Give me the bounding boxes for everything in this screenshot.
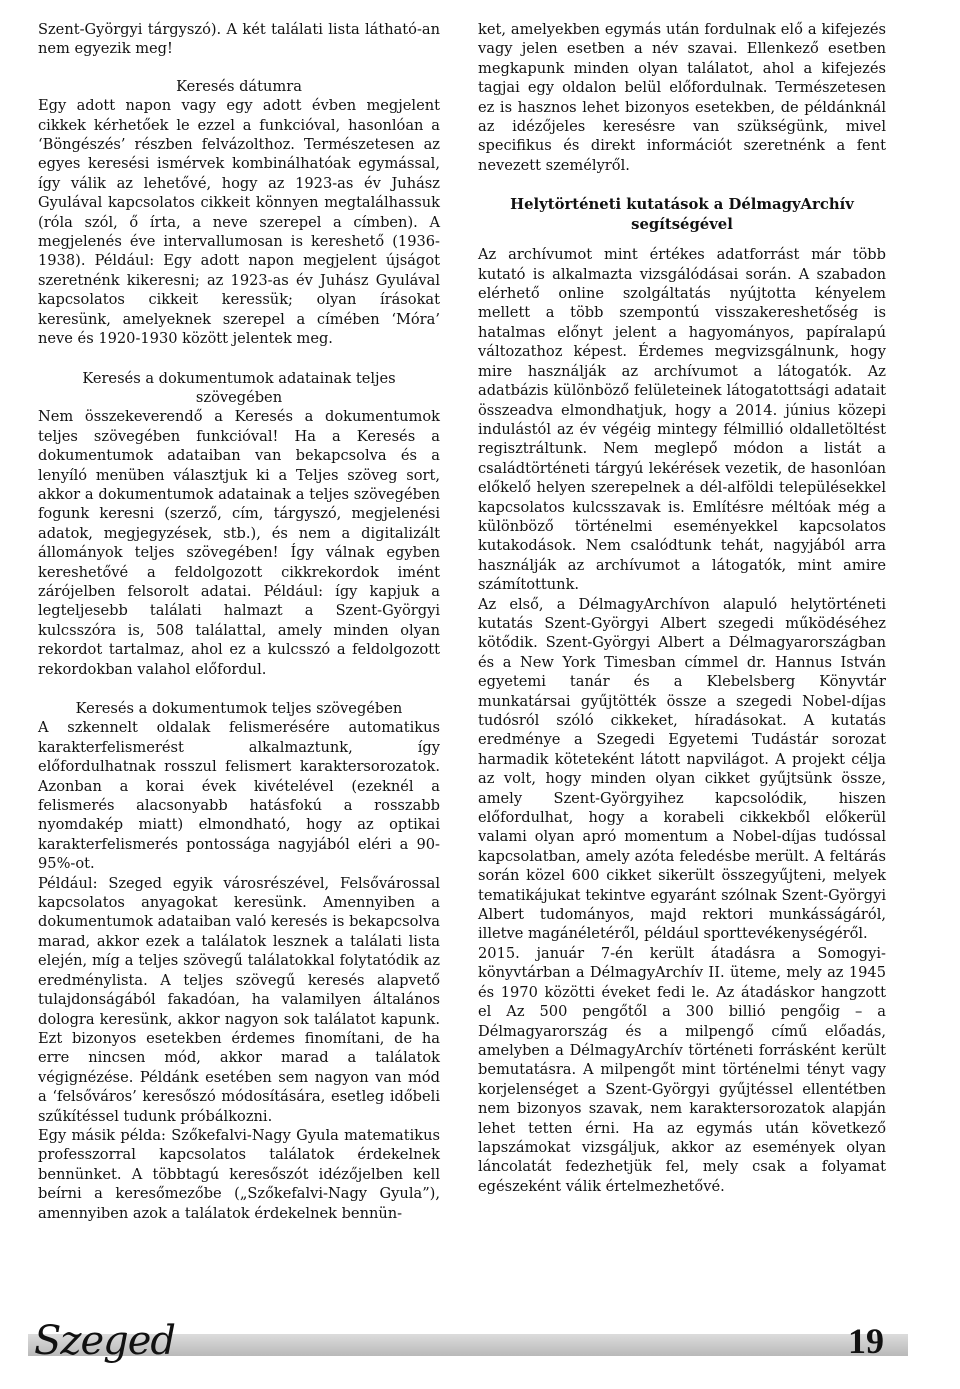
right-column bbox=[478, 20, 886, 1196]
paragraph: Egy másik példa: Szőkefalvi-Nagy Gyula matematikus professzorral kapcsolatos találatok érdekelnek bennünket. A többtagú keresőszót idézőjelben kell beírni a keresőmezőbe („Szőkefalvi-Nagy Gyula”), amennyiben azok a találatok érdekelnek bennün- bbox=[38, 1126, 440, 1222]
magazine-logo: Szeged bbox=[34, 1318, 176, 1364]
section-subheading: Keresés a dokumentumok adatainak teljes szövegében bbox=[82, 369, 396, 406]
section-heading: Helytörténeti kutatások a DélmagyArchív segítségével bbox=[510, 196, 854, 234]
paragraph: Szent-Györgyi tárgyszó). A két találati lista látható-an nem egyezik meg! bbox=[38, 21, 440, 58]
section-subheading: Keresés a dokumentumok teljes szövegében bbox=[75, 700, 403, 717]
page-number: 19 bbox=[848, 1321, 884, 1361]
paragraph: Az archívumot mint értékes adatforrást már több kutató is alkalmazta vizsgálódásai során. A szabadon elérhető online szolgáltatás nyújtotta kényelem mellett a több szempontú visszakereshetőség is hatalmas előnyt jelent a hagyományos, papíralapú változathoz képest. Érdemes megvizsgálnunk, hogy mire használják az archívumot a látogatók. Az adatbázis különböző felületeinek látogatottsági adatait összeadva elmondhatjuk, hogy a 2014. június közepi indulástól az év végéig mintegy félmillió oldalletöltést regisztráltunk. Nem meglepő módon a listát a családtörténeti tárgyú lekérések vezetik, de hasonlóan előkelő helyen szerepelnek a dél-alföldi településekkel kapcsolatos kulcsszavak is. Említésre méltóak még a különböző történelmi eseményekkel kapcsolatos kutakodások. Nem csalódtunk tehát, nagyjából arra használják az archívumot a látogatók, mint amire számítottunk. bbox=[478, 246, 886, 594]
paragraph: 2015. január 7-én került átadásra a Somogyi-könyvtárban a DélmagyArchív II. üteme, mely az 1945 és 1970 közötti éveket fedi le. Az átadáskor hangzott el Az 500 pengőtől a 300 billió pengőig – a Délmagyarország és a milpengő című előadás, amelyben a DélmagyArchív történeti forrásként került bemutatásra. A milpengőt mint történelmi tényt vagy korjelenséget a Szent-Györgyi gyűjtéssel ellentétben nem bizonyos szavak, nem karaktersorozatok alapján lehet tetten érni. Ha az egymás után következő lapszámokat vizsgáljuk, akkor az események olyan láncolatát fedezhetjük fel, mely csak a folyamat egészeként válik értelmezhetővé. bbox=[478, 944, 886, 1195]
paragraph: Például: Szeged egyik városrészével, Felsővárossal kapcsolatos anyagokat keresünk. Amennyiben a dokumentumok adataiban való keresés is bekapcsolva marad, akkor ezek a találatok lesznek a találati lista elején, míg a teljes szövegű találatokkal folytatódik az eredménylista. A teljes szövegű keresés alapvető tulajdonságából fakadóan, ha valamilyen általános dologra keresünk, akkor nagyon sok találatot kapunk. Ezt bizonyos esetekben érdemes finomítani, de ha erre nincsen mód, akkor marad a találatok végignézése. Példánk esetében sem nagyon van mód a ‘felsőváros’ keresőszó módosítására, esetleg időbeli szűkítéssel tudunk próbálkozni. bbox=[38, 874, 440, 1125]
paragraph: Nem összekeverendő a Keresés a dokumentumok teljes szövegében funkcióval! Ha a Keresés a dokumentumok adataiban van bekapcsolva és a lenyíló menüben választjuk ki a Teljes szöveg sort, akkor a dokumentumok adatainak a teljes szövegében fogunk keresni (szerző, cím, tárgyszó, megjelenési adatok, megjegyzések, stb.), és nem a digitalizált állományok teljes szövegében! Így válnak egyben kereshetővé a feldolgozott cikkrekordok imént zárójelben felsorolt adatai. Például: így kapjuk a legteljesebb találati halmazt a Szent-Györgyi kulcsszóra is, 508 találattal, amely minden olyan rekordot tartalmaz, ahol ez a kulcsszó a feldolgozott rekordokban valahol előfordul. bbox=[38, 408, 440, 678]
paragraph: Egy adott napon vagy egy adott évben megjelent cikkek kérhetőek le ezzel a funkcióval, hasonlóan a ‘Böngészés’ részben felvázolthoz. Természetesen az egyes keresési ismérvek kombinálhatóak egymással, így válik az lehetővé, hogy az 1923-as év Juhász Gyulával kapcsolatos cikkeit könnyen megtalálhassuk (róla szól, ő írta, a neve szerepel a címben). A megjelenés éve intervallumosan is kereshető (1936-1938). Például: Egy adott napon megjelent újságot szeretnénk kikeresni; az 1923-as év Juhász Gyulával kapcsolatos cikkeit keressük; olyan írásokat keresünk, amelyeknek szerepel a címében ‘Móra’ neve és 1920-1930 között jelentek meg. bbox=[38, 97, 440, 348]
paragraph: ket, amelyekben egymás után fordulnak elő a kifejezés vagy jelen esetben a név szavai. Ellenkező esetben megkapunk minden olyan találatot, ahol a kifejezés tagjai egy oldalon belül előfordulnak. Természetesen ez is hasznos lehet bizonyos esetekben, de példánknál az idézőjeles keresésre van szükségünk, mivel specifikus és direkt információt szeretnénk a fent nevezett személyről. bbox=[478, 21, 886, 174]
paragraph: A szkennelt oldalak felismerésére automatikus karakterfelismerést alkalmaztunk, így előfordulhatnak rosszul felismert karaktersorozatok. Azonban a korai évek kivételével (ezeknél a felismerés alacsonyabb hatásfokú a rosszabb nyomdakép miatt) elmondható, hogy az optikai karakterfelismerés pontossága nagyjából eléri a 90-95%-ot. bbox=[38, 719, 440, 873]
page-footer bbox=[28, 1318, 908, 1362]
paragraph: Az első, a DélmagyArchívon alapuló helytörténeti kutatás Szent-Györgyi Albert szegedi működéséhez kötődik. Szent-Györgyi Albert a Délmagyarországban és a New York Timesban címmel dr. Hannus István egyetemi tanár és a Klebelsberg Könyvtár munkatársai gyűjtötték össze a szegedi Nobel-díjas tudósról szóló cikkeket, híradásokat. A kutatás eredménye a Szegedi Egyetemi Tudástár sorozat harmadik köteteként látott napvilágot. A projekt célja az volt, hogy minden olyan cikket gyűjtsünk össze, amely Szent-Györgyihez kapcsolódik, hiszen előfordulhat, hogy a korabeli cikkekből előkerül valami olyan apró momentum a Nobel-díjas tudóssal kapcsolatban, amely azóta feledésbe merült. A feltárás során közel 600 cikket sikerült összegyűjteni, melyek tematikájukat tekintve egyaránt szólnak Szent-Györgyi Albert tudományos, majd rektori munkásságáról, illetve magánéletéről, például sporttevékenységéről. bbox=[478, 595, 886, 943]
section-subheading: Keresés dátumra bbox=[176, 77, 302, 95]
left-column bbox=[38, 20, 440, 1223]
